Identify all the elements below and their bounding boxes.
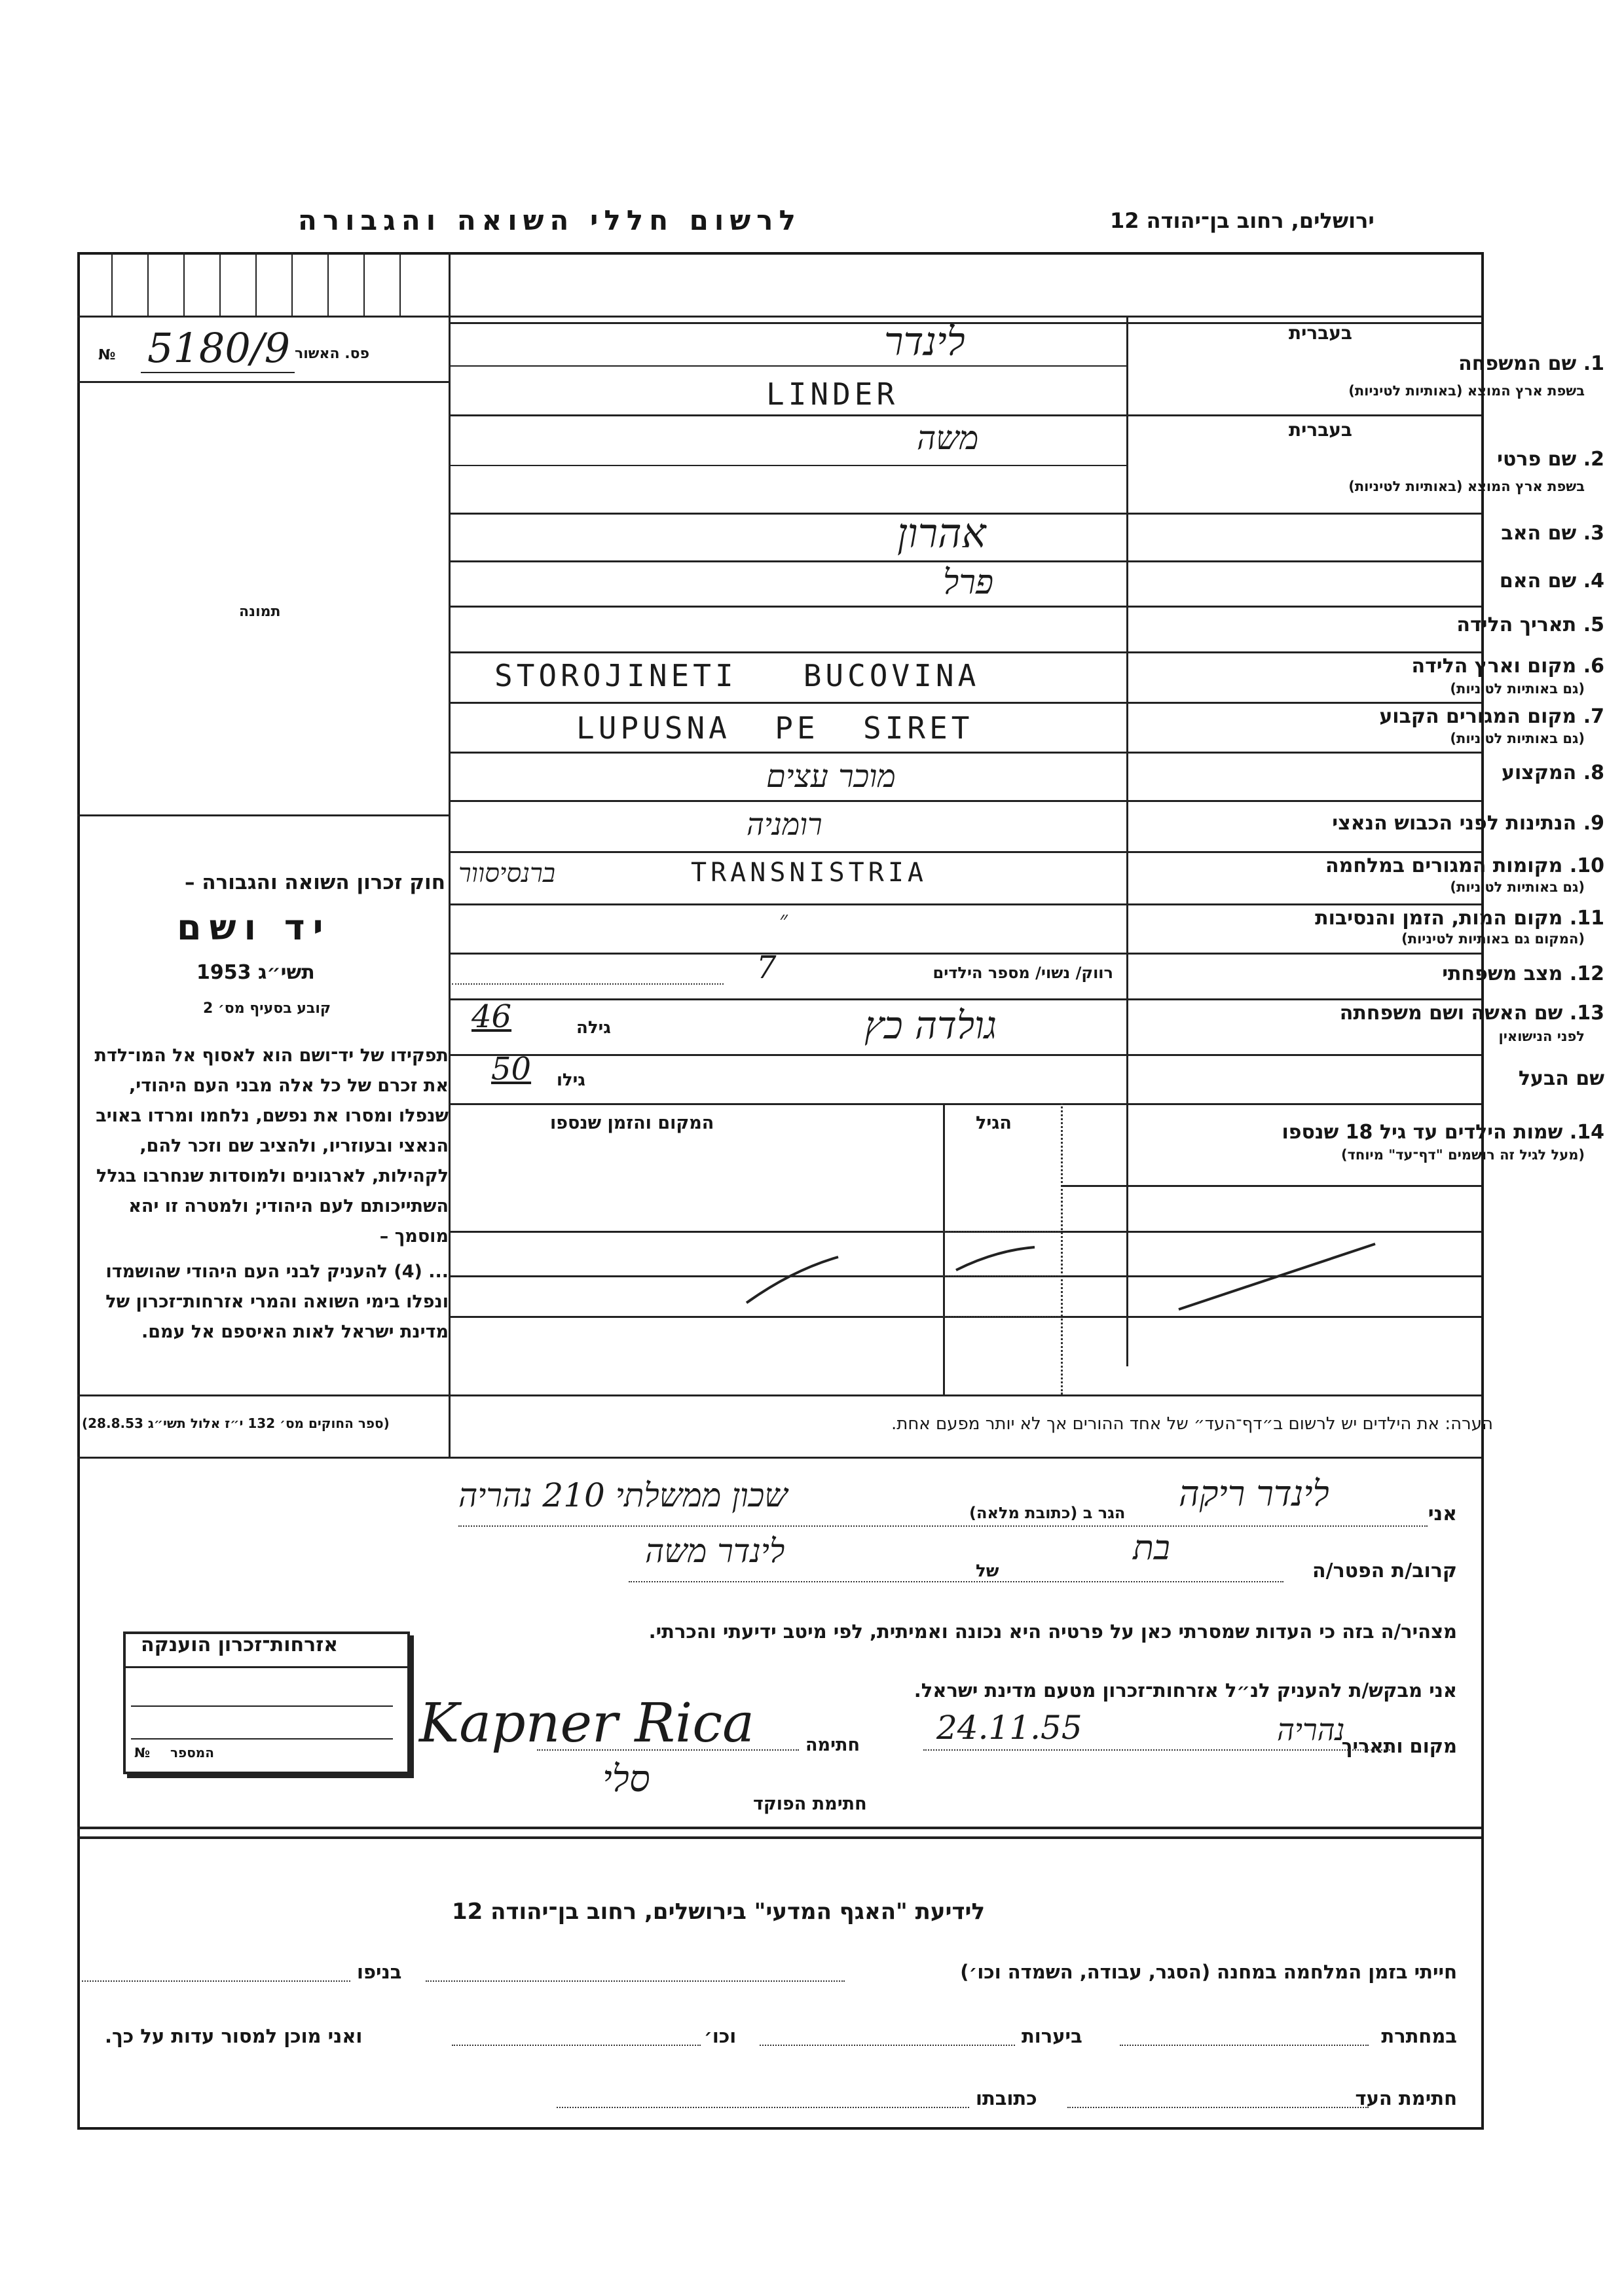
label-column-divider [1126,316,1128,1366]
field-10-label: 10. מקומות המגורים במלחמה [1325,854,1604,877]
decl-reviewer-label: חתימת הפוקד [753,1794,867,1814]
law-text-1: תפקידו של יד־ושם הוא לאסוף אל המו־לדת את זכרם של כל אלה מבני העם היהודי, שנפלו ומסרו את נפשם, נלחמו ומרדו באויב הנאצי ובעוזריו, ולהציב שם וזכר להם, לקהילות, לארגונים ולמוסדות שנחרבו בגלל השתייכותם לעם היהודי; ולמטרה זו יהא מוסמך – [94,1046,449,1247]
law-clause: קובע בסעיף מס׳ 2 [203,1000,331,1017]
decl-reviewer-value[interactable]: סלי [602,1758,650,1800]
decl-place-date-label: מקום ותאריך [1341,1735,1457,1757]
field-7-label: 7. מקום המגורים הקבוע [1379,705,1604,728]
footer-line2-d: ואני מוכן למסור עדות על כך. [105,2025,363,2047]
field-3-value[interactable]: אהרון [897,509,986,557]
field-6-value[interactable]: STOROJINETI BUCOVINA [494,658,980,693]
decl-lives-label: הגר ב (כתובת מלאה) [969,1504,1126,1522]
field-8-value[interactable]: מוכר עצים [766,758,896,795]
top-strip-line [77,316,1481,318]
law-year: תשי״ג 1953 [196,961,315,984]
children-col-age: הגיל [976,1113,1012,1133]
husband-age-label: גילו [557,1070,585,1090]
field-1-value-he[interactable]: לינדר [884,319,965,365]
footer-line3-a: חתימת העד [1355,2087,1457,2109]
field-4-value[interactable]: פרל [943,563,994,602]
husband-label: שם הבעל [1518,1067,1604,1090]
photo-label: תמונה [239,604,281,620]
children-sub: (מעל לגיל זה רושמים "דף־עד" מיוחד) [1340,1147,1585,1163]
field-4-label: 4. שם האם [1499,570,1604,592]
decl-place-value[interactable]: נהריה [1277,1712,1345,1747]
decl-relation-value[interactable]: בת [1133,1529,1170,1568]
cancel-strokes [720,1231,1441,1336]
photo-area [79,382,447,814]
law-title: חוק זכרון השואה והגבורה – [185,871,445,894]
field-6-sub: (גם באותיות לטיניות) [1450,681,1585,697]
footer-line1-a: חייתי בזמן המלחמה במחנה (הסגר, עבודה, השמדה וכו׳) [960,1961,1457,1983]
field-7-value[interactable]: LUPUSNA PE SIRET [576,710,974,746]
decl-signature-label: חתימה [805,1735,860,1755]
cert-no-suffix: № [134,1745,151,1760]
field-10-value-he[interactable]: ברנסיסוור [458,858,556,888]
field-1-label: 1. שם המשפחה [1458,352,1604,375]
file-no-value: 5180/9 [147,324,291,372]
decl-lives-value[interactable]: שכון ממשלתי 210 נהריה [458,1476,788,1514]
form-title: לרשום חללי השואה והגבורה [298,204,802,236]
left-panel-divider [449,252,451,1394]
field-11-sub: (המקום גם באותיות לטיניות) [1401,931,1585,947]
decl-relation-label: קרוב/ת הפטר/ה [1312,1559,1457,1582]
children-col-place: המקום והזמן שנספו [550,1113,714,1133]
field-13-age-label: גילה [576,1018,611,1038]
field-2-sub: בשפת ארץ המוצא (באותיות לטיניות) [1348,479,1585,494]
field-13-value[interactable]: גולדה כץ [864,1003,997,1048]
field-5-label: 5. תאריך הלידה [1456,613,1604,636]
decl-i-label: אני [1428,1503,1457,1525]
field-9-label: 9. הנתינות לפני הכבוש הנאצי [1332,812,1604,835]
field-10-sub: (גם באותיות לטיניות) [1450,879,1585,895]
file-no-label: פס. האשור [295,346,370,362]
decl-of-value[interactable]: לינדר משה [645,1532,785,1570]
field-13-age-value[interactable]: 46 [471,998,512,1035]
footer-line1-b: בניפו [357,1961,402,1983]
decl-of-label: של [976,1561,999,1581]
footer-line2-c: וכו׳ [704,2025,737,2047]
field-3-label: 3. שם האב [1501,522,1604,545]
footer-title: לידיעת "האגף המדעי" בירושלים, רחוב בן־יהודה 12 [452,1899,986,1925]
law-text-2: ... (4) להעניק לבני העם היהודי שהושמדו ונפלו בימי השואה והמרי אזרחות־זכרון של מדינת ישראל לאות האיספם אל עמם. [105,1262,449,1342]
decl-line1: מצהיר/ה בזה כי העדות שמסרתי כאן על פרטיה היא נכונה ואמיתית, לפי מיטב ידיעתי והכרתי. [648,1620,1457,1643]
footer-line2-a: במחתרת [1381,2025,1457,2047]
decl-signature[interactable]: Kapner Rica [419,1692,755,1755]
footer-line3-b: כתובתו [976,2087,1037,2109]
field-2-lang: בעברית [1288,419,1352,441]
field-11-value[interactable]: ״ [779,907,788,933]
field-13-label: 13. שם האשה ושם משפחתה [1339,1002,1604,1025]
law-ref: (ספר החוקים מס׳ 132 י״ז אלול תשי״ג 28.8.53) [82,1415,390,1431]
field-13-sub: לפני הנישואין [1498,1029,1585,1044]
field-12-value[interactable]: 7 [756,949,777,986]
field-1-value-lat[interactable]: LINDER [766,376,899,412]
field-9-value[interactable]: רומניה [747,807,822,842]
cert-label: אזרחות־זכרון הוענקה [141,1633,339,1656]
field-12-label: 12. מצב משפחתי [1442,962,1604,985]
husband-age-value[interactable]: 50 [491,1051,532,1087]
decl-i-value[interactable]: לינדר ריקה [1179,1473,1329,1514]
decl-line2: אני מבקש/ת להעניק לנ״ל אזרחות־זכרון מטעם מדינת ישראל. [913,1679,1457,1702]
header-address: ירושלים, רחוב בן־יהודה 12 [1110,208,1375,233]
decl-date-value[interactable]: 24.11.55 [936,1709,1082,1747]
cert-no-label: המספר [170,1745,215,1760]
field-1-sub: בשפת ארץ המוצא (באותיות לטיניות) [1348,383,1585,399]
children-label: 14. שמות הילדים עד גיל 18 שנספו [1282,1121,1604,1144]
law-name: יד ושם [177,907,331,948]
field-2-value-he[interactable]: משה [917,419,979,457]
field-11-label: 11. מקום המות, הזמן והנסיבות [1315,907,1604,930]
field-2-label: 2. שם פרטי [1497,448,1604,471]
field-10-value-lat[interactable]: TRANSNISTRIA [691,858,927,888]
field-6-label: 6. מקום וארץ הלידה [1411,655,1604,678]
field-7-sub: (גם באותיות לטיניות) [1450,731,1585,746]
no-label: № [98,347,116,363]
field-12-inline: רווק/ נשוי/ מספר הילדים [932,964,1113,982]
field-8-label: 8. המקצוע [1501,761,1604,784]
footer-line2-b: ביערות [1022,2025,1082,2047]
field-1-lang: בעברית [1288,322,1352,344]
note: הערה: את הילדים יש לרשום ב״דף־העד״ של אחד ההורים אך לא יותר מפעם אחת. [891,1414,1493,1434]
